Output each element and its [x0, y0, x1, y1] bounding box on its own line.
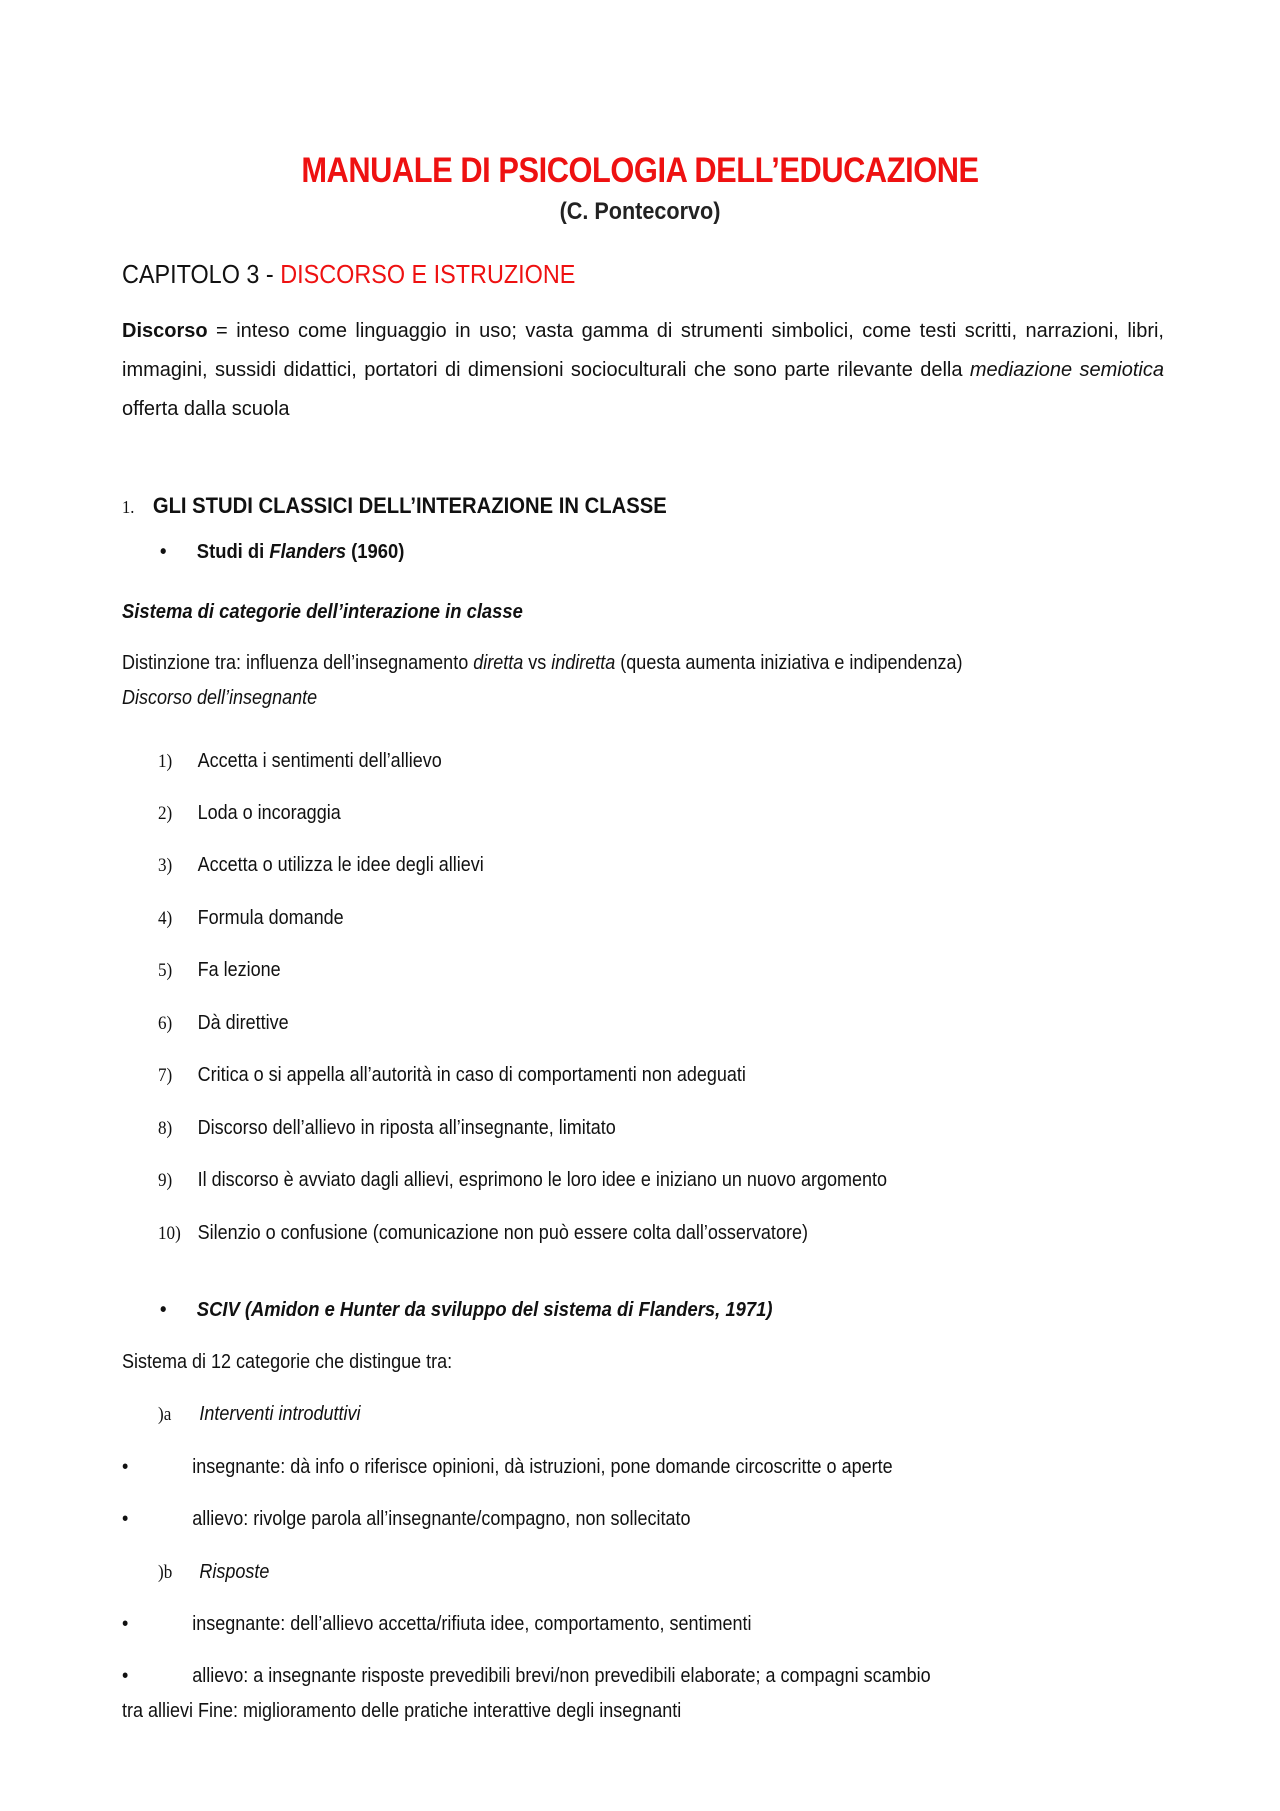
- list-item: • insegnante: dà info o riferisce opinioni, dà istruzioni, pone domande circoscritte o aperte: [122, 1456, 893, 1478]
- intro-italic: mediazione semiotica: [969, 359, 1164, 381]
- flanders-heading: • Studi di Flanders (1960): [160, 541, 405, 563]
- subsection-a: )a Interventi introduttivi: [158, 1403, 361, 1425]
- bullet-icon: •: [160, 1299, 167, 1321]
- intro-paragraph: [122, 312, 1164, 429]
- list-item: • insegnante: dell’allievo accetta/rifiuta idee, comportamento, sentimenti: [122, 1613, 752, 1635]
- flanders-name: Flanders: [269, 541, 347, 563]
- bullet-icon: •: [122, 1456, 129, 1478]
- bullet-icon: •: [160, 541, 167, 563]
- list-item: 2) Loda o incoraggia: [158, 802, 341, 824]
- subsection-b: )b Risposte: [158, 1561, 270, 1583]
- chapter-prefix: CAPITOLO 3 -: [122, 259, 281, 289]
- bullet-icon: •: [122, 1665, 129, 1687]
- intro-tail: offerta dalla scuola: [122, 398, 290, 420]
- intro-term: Discorso: [122, 320, 208, 342]
- distinction-line: Distinzione tra: influenza dell’insegnamento diretta vs indiretta (questa aumenta iniziativa e indipendenza): [122, 652, 963, 674]
- closing-line: tra allievi Fine: miglioramento delle pratiche interattive degli insegnanti: [122, 1700, 682, 1722]
- list-item: • allievo: a insegnante risposte prevedibili brevi/non prevedibili elaborate; a compagni scambio: [122, 1665, 931, 1687]
- section-number: 1.: [122, 497, 135, 517]
- sciv-heading: [160, 1299, 772, 1322]
- chapter-heading: [122, 259, 575, 290]
- list-item: 1) Accetta i sentimenti dell’allievo: [158, 750, 442, 772]
- section-title: GLI STUDI CLASSICI DELL’INTERAZIONE IN CLASSE: [152, 493, 667, 518]
- list-item: 6) Dà direttive: [158, 1012, 289, 1034]
- list-item: 10) Silenzio o confusione (comunicazione non può essere colta dall’osservatore): [158, 1222, 808, 1244]
- bullet-icon: •: [122, 1508, 129, 1530]
- document-subtitle: (C. Pontecorvo): [559, 198, 721, 225]
- list-item: 8) Discorso dell’allievo in riposta all’insegnante, limitato: [158, 1117, 616, 1139]
- sciv-intro: Sistema di 12 categorie che distingue tra:: [122, 1351, 453, 1373]
- bullet-icon: •: [122, 1613, 129, 1635]
- list-item: 3) Accetta o utilizza le idee degli allievi: [158, 854, 484, 876]
- sciv-title: SCIV (Amidon e Hunter da sviluppo del sistema di Flanders, 1971): [196, 1299, 773, 1321]
- chapter-name: DISCORSO E ISTRUZIONE: [280, 259, 576, 289]
- list-item: • allievo: rivolge parola all’insegnante/compagno, non sollecitato: [122, 1508, 691, 1530]
- teacher-talk-label: Discorso dell’insegnante: [122, 687, 318, 709]
- document-title: MANUALE DI PSICOLOGIA DELL’EDUCAZIONE: [301, 151, 979, 190]
- system-title: Sistema di categorie dell’interazione in classe: [122, 601, 523, 623]
- list-item: 4) Formula domande: [158, 907, 344, 929]
- intro-text: = inteso come linguaggio in uso; vasta gamma di strumenti simbolici, come testi scritti, narrazioni, libri, immagini, sussidi didattici, portatori di dimensioni socioculturali che sono parte rilevante della: [122, 320, 1164, 381]
- section-heading: [122, 493, 667, 519]
- list-item: 7) Critica o si appella all’autorità in caso di comportamenti non adeguati: [158, 1064, 746, 1086]
- list-item: 9) Il discorso è avviato dagli allievi, esprimono le loro idee e iniziano un nuovo argomento: [158, 1169, 888, 1191]
- list-item: 5) Fa lezione: [158, 959, 281, 981]
